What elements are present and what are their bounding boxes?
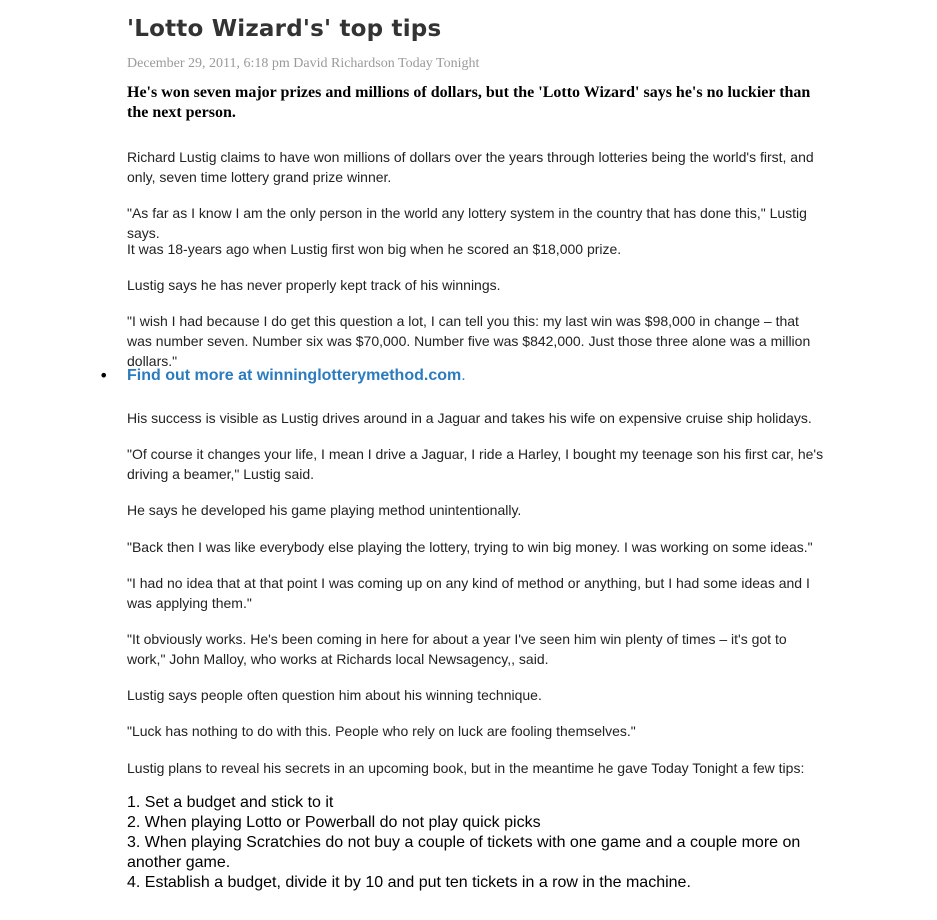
- paragraph: It was 18-years ago when Lustig first won big when he scored an $18,000 prize.: [127, 241, 622, 257]
- paragraph: "Luck has nothing to do with this. People who rely on luck are fooling themselves.": [127, 723, 636, 739]
- paragraph: "As far as I know I am the only person in the world any lottery system in the country that has done this," Lustig says.: [127, 205, 807, 241]
- paragraph: Richard Lustig claims to have won millions of dollars over the years through lotteries being the world's first, and only, seven time lottery grand prize winner.: [127, 149, 814, 185]
- paragraph: Lustig says he has never properly kept track of his winnings.: [127, 277, 501, 293]
- tips-list: [127, 793, 827, 893]
- paragraph: Lustig says people often question him about his winning technique.: [127, 687, 542, 703]
- tip-item: 1. Set a budget and stick to it: [127, 794, 334, 811]
- article: [99, 10, 827, 891]
- article-byline: December 29, 2011, 6:18 pm David Richardson Today Tonight: [127, 56, 480, 71]
- paragraph: He says he developed his game playing method unintentionally.: [127, 502, 522, 518]
- tip-item: 3. When playing Scratchies do not buy a couple of tickets with one game and a couple more on another game.: [127, 834, 801, 871]
- tip-item: 2. When playing Lotto or Powerball do not play quick picks: [127, 814, 541, 831]
- tip-item: 4. Establish a budget, divide it by 10 and put ten tickets in a row in the machine.: [127, 874, 691, 891]
- paragraph: His success is visible as Lustig drives around in a Jaguar and takes his wife on expensive cruise ship holidays.: [127, 410, 812, 426]
- link-list-item: [99, 365, 827, 387]
- article-headline: 'Lotto Wizard's' top tips: [127, 16, 442, 42]
- paragraph: Lustig plans to reveal his secrets in an upcoming book, but in the meantime he gave Today Tonight a few tips:: [127, 760, 805, 776]
- paragraph: "Of course it changes your life, I mean I drive a Jaguar, I ride a Harley, I bought my teenage son his first car, he's driving a beamer," Lustig said.: [127, 446, 824, 482]
- link-period: .: [461, 367, 466, 384]
- paragraph: "I wish I had because I do get this question a lot, I can tell you this: my last win was $98,000 in change – that was number seven. Number six was $70,000. Number five was $842,000. Just those three alone was a million dollars.": [127, 313, 811, 369]
- winning-lottery-method-link[interactable]: Find out more at winninglotterymethod.com: [127, 367, 462, 384]
- paragraph: "Back then I was like everybody else playing the lottery, trying to win big money. I was working on some ideas.": [127, 539, 813, 555]
- paragraph: "It obviously works. He's been coming in here for about a year I've seen him win plenty of times – it's got to work," John Malloy, who works at Richards local Newsagency,, said.: [127, 631, 787, 667]
- bullet-icon: •: [99, 366, 109, 385]
- article-standfirst: He's won seven major prizes and millions of dollars, but the 'Lotto Wizard' says he's no luckier than the next person.: [127, 84, 811, 121]
- paragraph: "I had no idea that at that point I was coming up on any kind of method or anything, but I had some ideas and I was applying them.": [127, 575, 810, 611]
